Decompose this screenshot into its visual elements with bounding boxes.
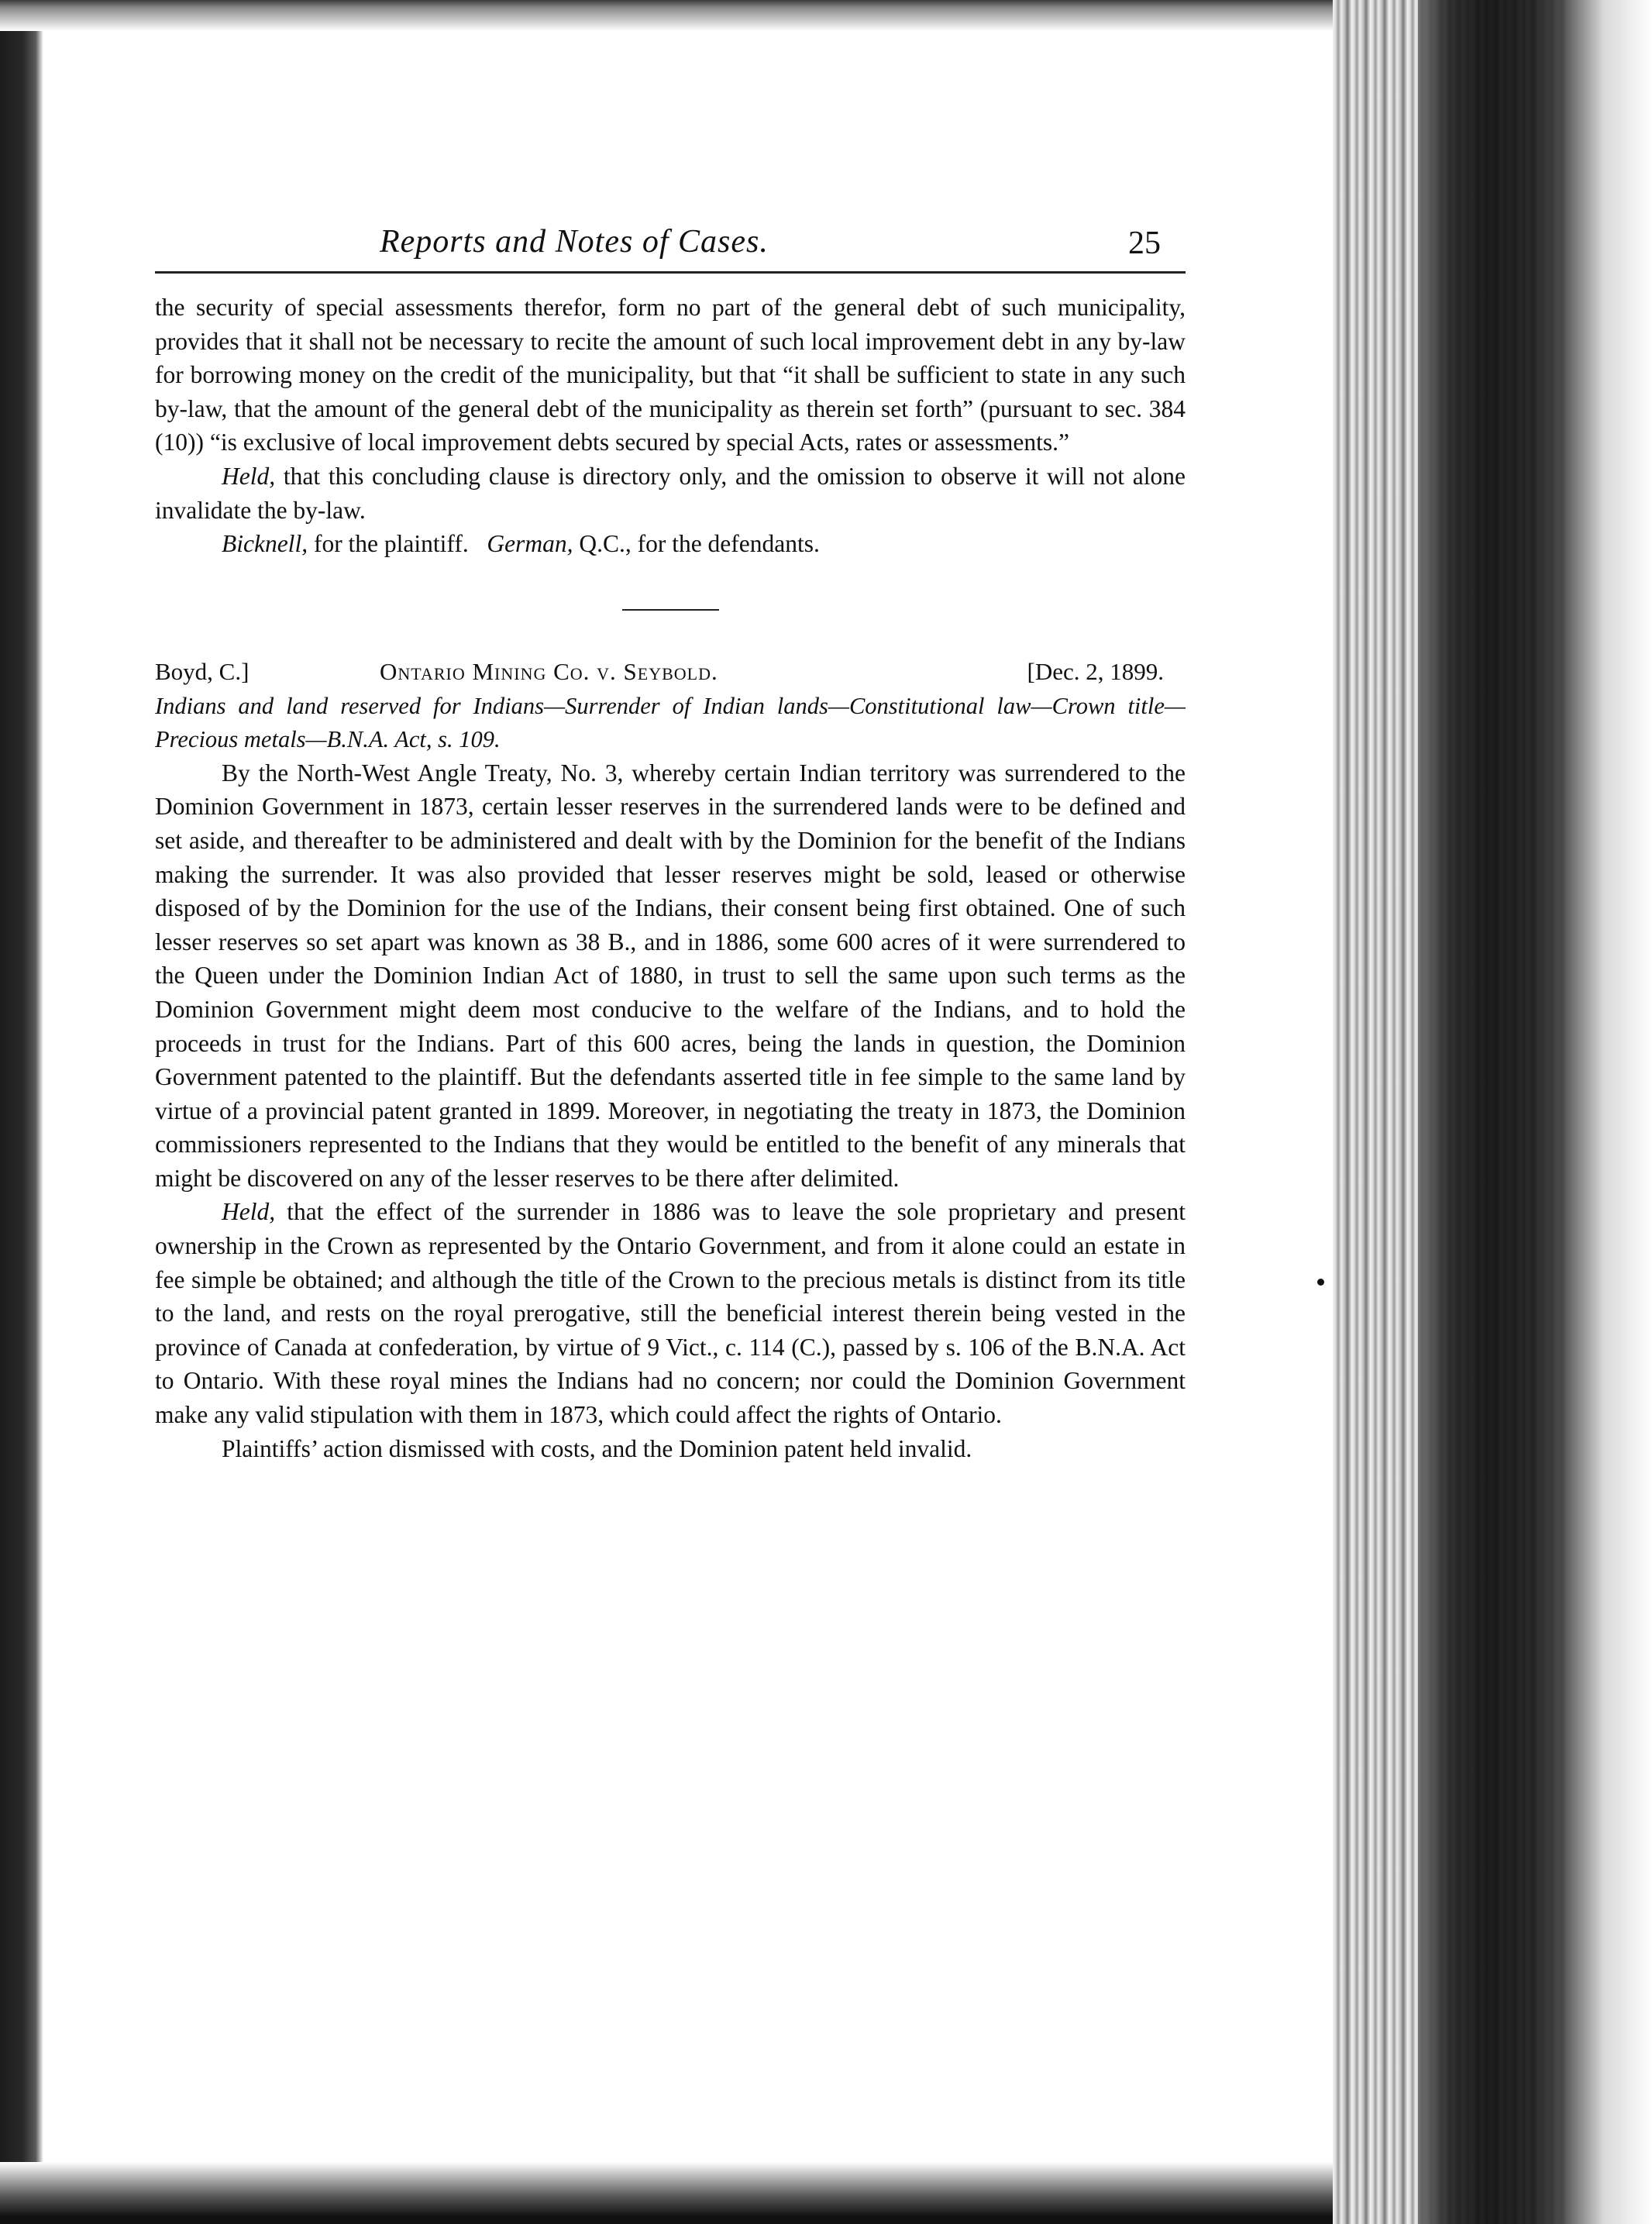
continuation-held-paragraph: [155, 460, 1186, 527]
scan-right-border: [1565, 0, 1652, 2224]
running-head-title: Reports and Notes of Cases.: [380, 224, 769, 260]
scan-bottom-border: [0, 2162, 1379, 2224]
counsel-plaintiff-name: Bicknell,: [222, 530, 308, 558]
counsel-plaintiff-text: for the plaintiff.: [308, 530, 469, 558]
held-text: that this concluding clause is directory only, and the omission to observe it will not alone invalidate the by-law.: [155, 462, 1186, 524]
counsel-line: [155, 527, 1186, 561]
case-disposition: Plaintiffs’ action dismissed with costs, and the Dominion patent held invalid.: [222, 1434, 972, 1462]
case-headnote: Indians and land reserved for Indians—Surrender of Indian lands—Constitutional law—Crown title—Precious metals—B.N.A. Act, s. 109.: [155, 692, 1186, 752]
counsel-defendant-text: Q.C., for the defendants.: [573, 530, 820, 558]
case-judge: Boyd, C.]: [155, 657, 250, 685]
book-page: [155, 209, 1186, 1465]
case-held-label: Held,: [222, 1198, 276, 1226]
page-number: 25: [1128, 225, 1161, 261]
section-divider: [622, 609, 719, 611]
counsel-defendant-name: German,: [487, 530, 573, 558]
case-held-paragraph: [155, 1195, 1186, 1431]
case-held-text: that the effect of the surrender in 1886 was to leave the sole proprietary and present ownership in the Crown as represented by the Ontario Government, and from it alone could an estate in fee simple be obtained; and although the title of the Crown to the precious metals is distinct from its title to the land, and rests on the royal prerogative, still the beneficial interest therein being vested in the province of Canada at confederation, by virtue of 9 Vict., c. 114 (C.), passed by s. 106 of the B.N.A. Act to Ontario. With these royal mines the Indians had no concern; nor could the Dominion Government make any valid stipulation with them in 1873, which could affect the rights of Ontario.: [155, 1198, 1186, 1429]
scan-left-border: [0, 0, 43, 2224]
case-date: [Dec. 2, 1899.: [1027, 657, 1164, 685]
scan-top-border: [0, 0, 1333, 31]
book-spine-shadow: [1418, 0, 1565, 2224]
case-name: Ontario Mining Co. v. Seybold.: [380, 657, 718, 685]
case-caption: [155, 654, 1186, 690]
continuation-paragraph: the security of special assessments therefor, form no part of the general debt of such municipality, provides that it shall not be necessary to recite the amount of such local improvement debt in any by-law for borrowing money on the credit of the municipality, but that “it shall be sufficient to state in any such by-law, that the amount of the general debt of the municipality as therein set forth” (pursuant to sec. 384 (10)) “is exclusive of local improvement debts secured by special Acts, rates or assessments.”: [155, 294, 1186, 456]
scan-speck: [1317, 1279, 1324, 1286]
page-body: [155, 274, 1186, 1465]
running-head: [155, 209, 1186, 274]
case-facts-paragraph: By the North-West Angle Treaty, No. 3, whereby certain Indian territory was surrendered to the Dominion Government in 1873, certain lesser reserves in the surrendered lands were to be defined and set aside, and thereafter to be administered and dealt with by the Dominion for the benefit of the Indians making the surrender. It was also provided that lesser reserves might be sold, leased or otherwise disposed of by the Dominion for the use of the Indians, their consent being first obtained. One of such lesser reserves so set apart was known as 38 B., and in 1886, some 600 acres of it were surrendered to the Queen under the Dominion Indian Act of 1880, in trust to sell the same upon such terms as the Dominion Government might deem most conducive to the welfare of the Indians, and to hold the proceeds in trust for the Indians. Part of this 600 acres, being the lands in question, the Dominion Government patented to the plaintiff. But the defendants asserted title in fee simple to the same land by virtue of a provincial patent granted in 1899. Moreover, in negotiating the treaty in 1873, the Dominion commissioners represented to the Indians that they would be entitled to the benefit of any minerals that might be discovered on any of the lesser reserves to be there after delimited.: [155, 759, 1186, 1192]
held-label: Held,: [222, 462, 276, 490]
